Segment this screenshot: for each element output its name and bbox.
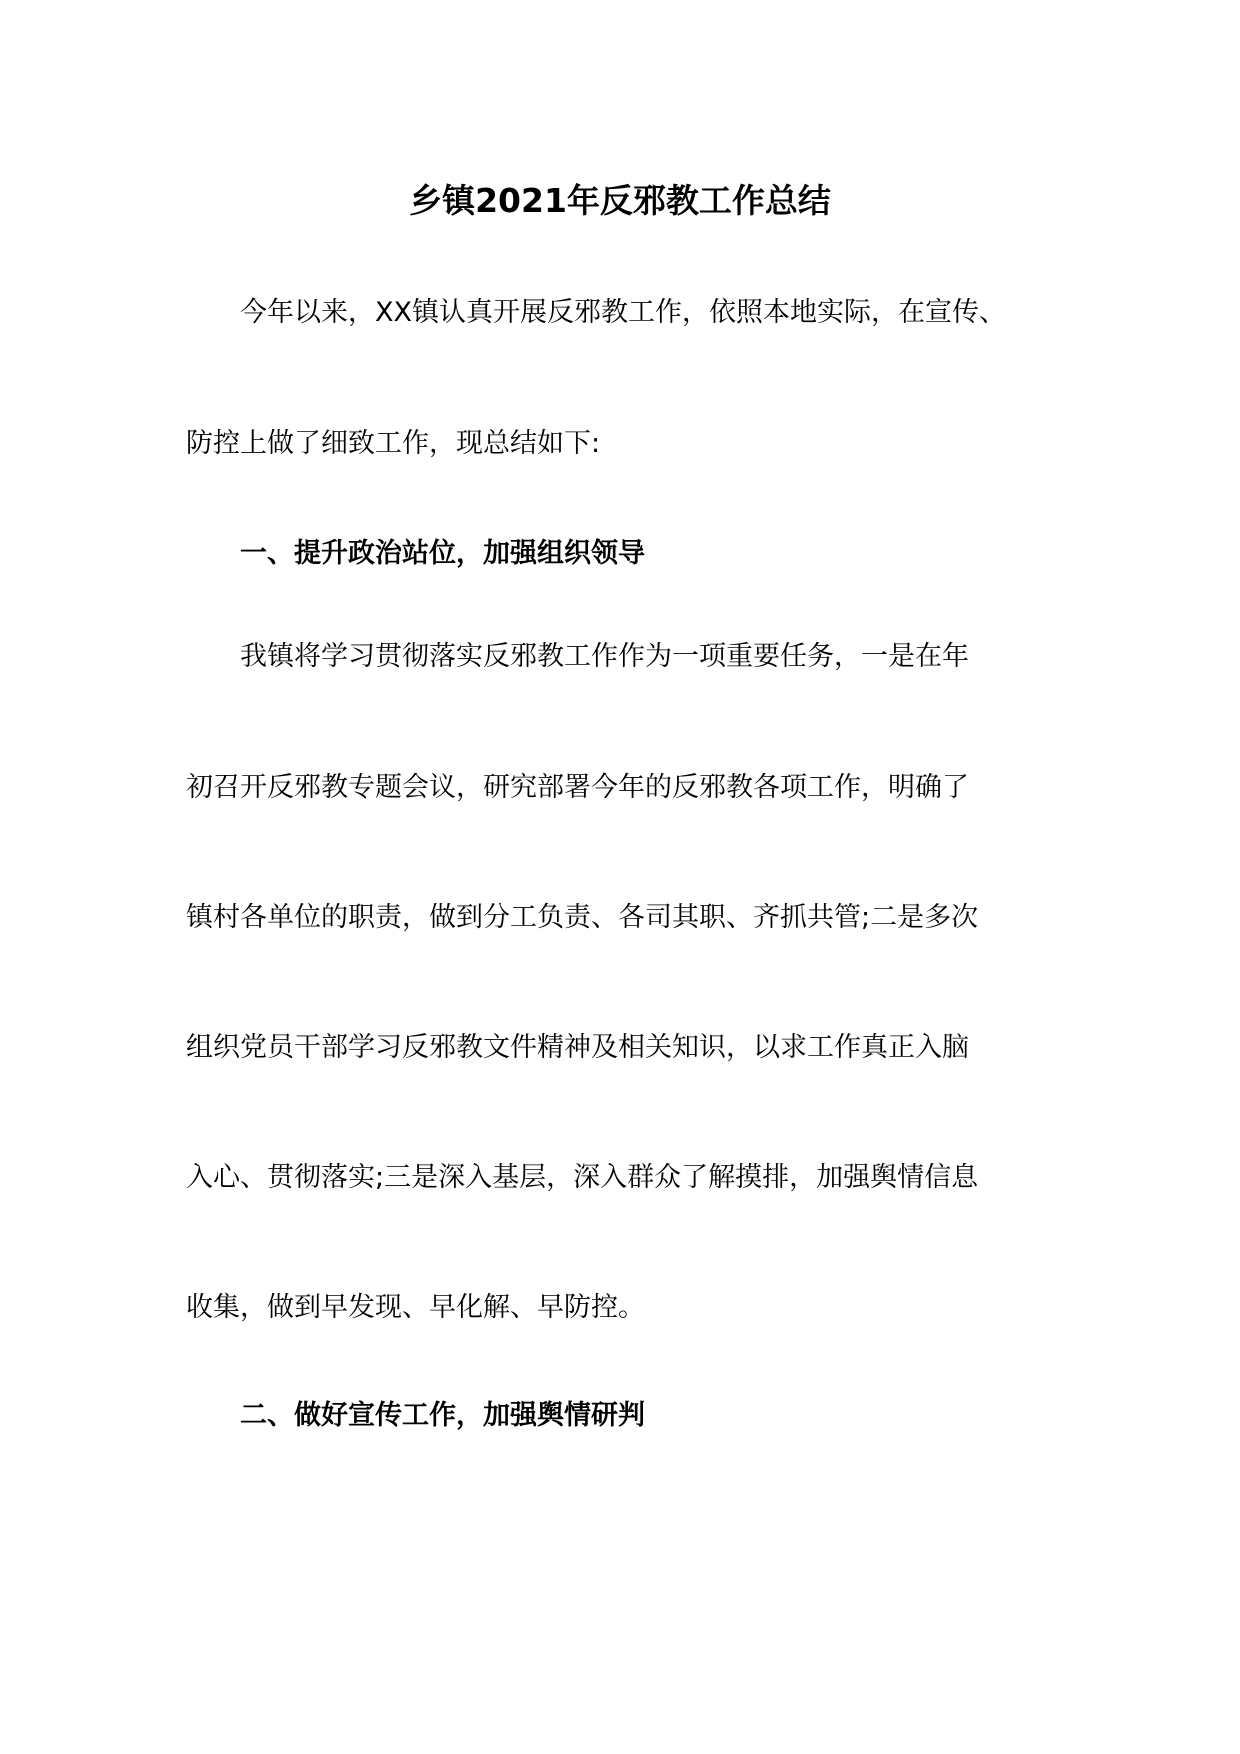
intro-line-1: 今年以来，XX镇认真开展反邪教工作，依照本地实际，在宣传、 <box>240 297 1006 328</box>
document-title: 乡镇2021年反邪教工作总结 <box>409 181 831 220</box>
section-1-line-6: 收集，做到早发现、早化解、早防控。 <box>186 1292 645 1323</box>
intro-line-2: 防控上做了细致工作，现总结如下: <box>186 428 601 459</box>
section-1-line-3: 镇村各单位的职责，做到分工负责、各司其职、齐抓共管;二是多次 <box>186 902 979 933</box>
section-1-heading: 一、提升政治站位，加强组织领导 <box>240 538 645 569</box>
section-1-line-1: 我镇将学习贯彻落实反邪教工作作为一项重要任务，一是在年 <box>240 641 969 672</box>
section-2-heading: 二、做好宣传工作，加强舆情研判 <box>240 1400 645 1431</box>
section-1-line-2: 初召开反邪教专题会议，研究部署今年的反邪教各项工作，明确了 <box>186 772 969 803</box>
section-1-line-5: 入心、贯彻落实;三是深入基层，深入群众了解摸排，加强舆情信息 <box>186 1162 979 1193</box>
section-1-line-4: 组织党员干部学习反邪教文件精神及相关知识，以求工作真正入脑 <box>186 1032 969 1063</box>
